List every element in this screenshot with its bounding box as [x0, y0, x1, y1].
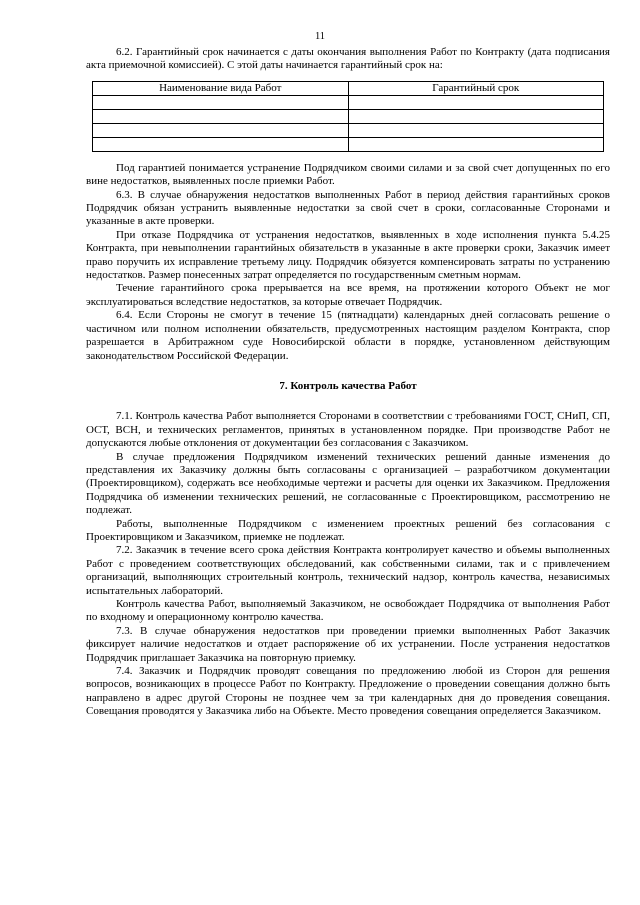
paragraph-7-3: 7.3. В случае обнаружения недостатков при проведении приемки выполненных Работ Заказчик фиксирует наличие недостатков и отдает распоряжение об их устранении. После устранения недостатков Подрядчик приглашает Заказчика на повторную приемку. — [86, 624, 610, 664]
table-cell — [93, 95, 349, 109]
table-cell — [93, 137, 349, 151]
paragraph-6-4: 6.4. Если Стороны не смогут в течение 15 (пятнадцати) календарных дней согласовать решение о частичном или полном исполнении обязательств, предусмотренных настоящим разделом Контракта, спор разрешается в Арбитражном суде Новосибирской области в порядке, установленном действующим законодательством Российской Федерации. — [86, 309, 610, 362]
page-number: 11 — [314, 31, 326, 42]
paragraph-warranty-definition: Под гарантией понимается устранение Подрядчиком своими силами и за свой счет допущенных по его вине недостатков, выявленных после приемки Работ. — [86, 161, 610, 188]
paragraph-7-4: 7.4. Заказчик и Подрядчик проводят совещания по предложению любой из Сторон для решения вопросов, возникающих в процессе Работ по Контракту. Предложение о проведении совещания должно быть направлено в адрес другой Стороны не позднее чем за три календарных дня до проведения совещания. Совещания проводятся у Заказчика либо на Объекте. Место проведения совещания определяется Заказчиком. — [86, 665, 610, 718]
warranty-table — [92, 81, 604, 152]
paragraph-refusal: При отказе Подрядчика от устранения недостатков, выявленных в ходе исполнения пункта 5.4.25 Контракта, при невыполнении гарантийных обязательств в указанные в акте проверки сроки, Заказчик имеет право поручить их исправление третьему лицу. Подрядчик обязуется компенсировать затраты по устранению недостатков. Размер понесенных затрат определяется по государственным сметным нормам. — [86, 228, 610, 282]
paragraph-quality-control: Контроль качества Работ, выполняемый Заказчиком, не освобождает Подрядчика от выполнения Работ по входному и операционному контролю качества. — [86, 598, 610, 624]
paragraph-tech-changes: В случае предложения Подрядчиком изменений технических решений данные изменения до представления их Заказчику должны быть согласованы с организацией – разработчиком документации (Проектировщиком), содержать все необходимые чертежи и расчеты для оценки их Заказчиком. Предложения Подрядчика об изменении технических решений, не согласованные с Проектировщиком, рассмотрению не подлежат. — [86, 450, 610, 517]
table-cell — [348, 109, 604, 123]
document-body — [86, 46, 610, 719]
table-row — [93, 137, 604, 151]
paragraph-7-1: 7.1. Контроль качества Работ выполняется Сторонами в соответствии с требованиями ГОСТ, СНиП, СП, ОСТ, ВСН, и технических регламентов, принятых в установленном порядке. При производстве Работ не допускаются любые отклонения от документации без согласования с Заказчиком. — [86, 410, 610, 450]
table-row — [93, 123, 604, 137]
table-cell — [93, 123, 349, 137]
table-cell — [93, 109, 349, 123]
paragraph-6-2: 6.2. Гарантийный срок начинается с даты окончания выполнения Работ по Контракту (дата подписания акта приемочной комиссией). С этой даты начинается гарантийный срок на: — [86, 46, 610, 72]
column-header-warranty-period: Гарантийный срок — [348, 81, 604, 95]
table-cell — [348, 123, 604, 137]
table-row — [93, 95, 604, 109]
paragraph-7-2: 7.2. Заказчик в течение всего срока действия Контракта контролирует качество и объемы выполненных Работ с проведением соответствующих обследований, как собственными силами, так и с привлечением организаций, выполняющих строительный контроль, технический надзор, контроль качества, независимых испытательных лабораторий. — [86, 544, 610, 597]
column-header-work-type: Наименование вида Работ — [93, 81, 349, 95]
table-header-row — [93, 81, 604, 95]
paragraph-warranty-interruption: Течение гарантийного срока прерывается на все время, на протяжении которого Объект не мог эксплуатироваться вследствие недостатков, за которые отвечает Подрядчик. — [86, 282, 610, 308]
paragraph-unapproved-works: Работы, выполненные Подрядчиком с изменением проектных решений без согласования с Проектировщиком и Заказчиком, приемке не подлежат. — [86, 517, 610, 543]
section-6-continuation — [86, 162, 610, 363]
section-7-heading: 7. Контроль качества Работ — [279, 379, 417, 392]
table-cell — [348, 137, 604, 151]
table-row — [93, 109, 604, 123]
paragraph-6-3: 6.3. В случае обнаружения недостатков выполненных Работ в период действия гарантийных сроков Подрядчик обязан устранить выявленные недостатки за свой счет в сроки, согласованные Сторонами и указанные в акте проверки. — [86, 188, 610, 228]
table-cell — [348, 95, 604, 109]
section-7-body — [86, 410, 610, 718]
